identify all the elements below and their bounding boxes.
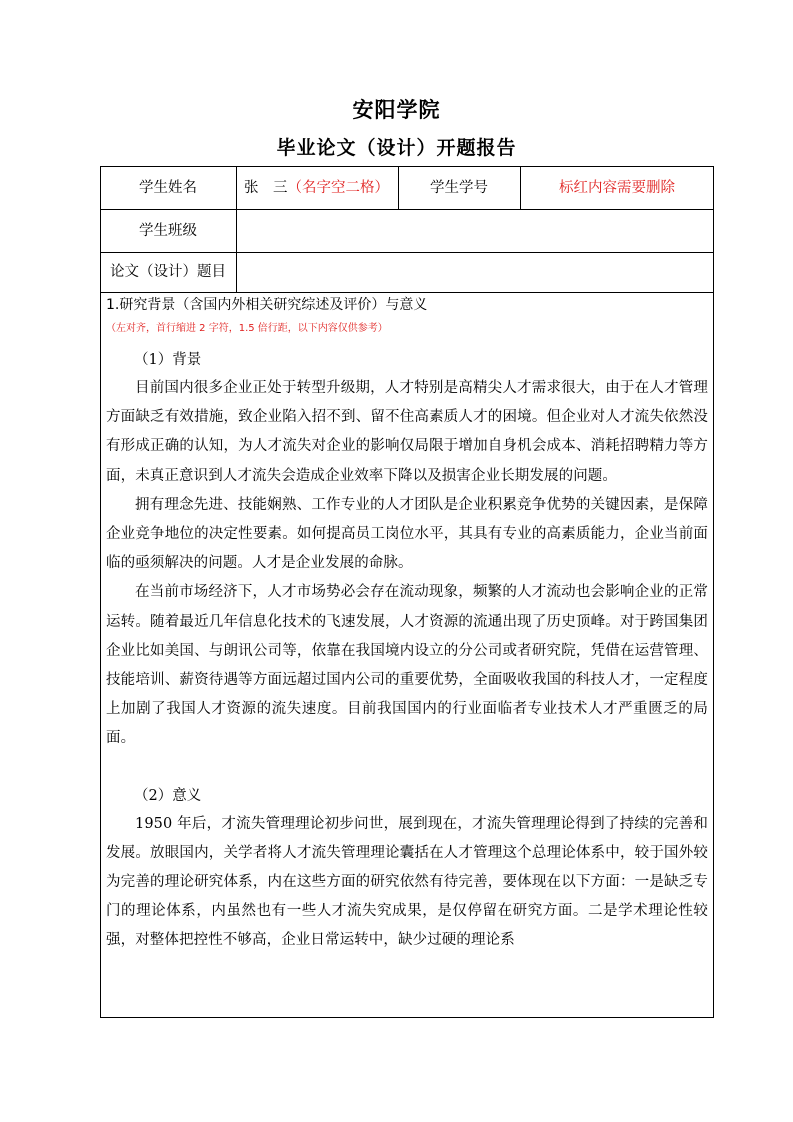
report-title: 毕业论文（设计）开题报告 bbox=[276, 137, 517, 159]
student-name-label: 学生姓名 bbox=[139, 180, 197, 196]
section-research-background bbox=[106, 294, 708, 956]
background-heading: （1）背景 bbox=[134, 352, 202, 368]
class-value[interactable] bbox=[244, 221, 704, 241]
student-id-value[interactable]: 标红内容需要删除 bbox=[559, 180, 675, 196]
background-paragraph: 目前国内很多企业正处于转型升级期，人才特别是高精尖人才需求很大，由于在人才管理方面缺乏有效措施，致企业陷入招不到、留不住高素质人才的困境。但企业对人才流失依然没有形成正确的认知，为人才流失对企业的影响仅局限于增加自身机会成本、消耗招聘精力等方面，未真正意识到人才流失会造成企业效率下降以及损害企业长期发展的问题。 bbox=[106, 380, 708, 484]
student-name-cell[interactable] bbox=[244, 178, 389, 198]
section-title-line bbox=[106, 294, 708, 340]
section-format-note: （左对齐，首行缩进 2 字符，1.5 倍行距，以下内容仅供参考） bbox=[106, 323, 388, 334]
student-name-value: 张 三 bbox=[244, 180, 288, 196]
student-name-note: （名字空二格） bbox=[287, 180, 389, 196]
background-paragraph: 拥有理念先进、技能娴熟、工作专业的人才团队是企业积累竞争优势的关键因素，是保障企业竞争地位的决定性要素。如何提高员工岗位水平，其具有专业的高素质能力，企业当前面临的亟须解决的问题。人才是企业发展的命脉。 bbox=[106, 496, 708, 572]
row-divider bbox=[100, 252, 714, 253]
class-label: 学生班级 bbox=[139, 223, 197, 239]
school-name: 安阳学院 bbox=[352, 98, 441, 122]
topic-value[interactable] bbox=[244, 262, 704, 282]
column-divider bbox=[236, 166, 237, 292]
student-id-label: 学生学号 bbox=[430, 180, 488, 196]
section-title: 1.研究背景（含国内外相关研究综述及评价）与意义 bbox=[106, 297, 428, 313]
background-paragraph: 在当前市场经济下，人才市场势必会存在流动现象，频繁的人才流动也会影响企业的正常运转。随着最近几年信息化技术的飞速发展，人才资源的流通出现了历史顶峰。对于跨国集团企业比如美国、与朗讯公司等，依靠在我国境内设立的分公司或者研究院，凭借在运营管理、技能培训、薪资待遇等方面远超过国内公司的重要优势，全面吸收我国的科技人才，一定程度上加剧了我国人才资源的流失速度。目前我国国内的行业面临者专业技术人才严重匮乏的局面。 bbox=[106, 584, 708, 747]
row-divider bbox=[100, 292, 714, 293]
significance-heading: （2）意义 bbox=[134, 787, 202, 804]
significance-paragraph: 1950 年后，才流失管理理论初步问世，展到现在，才流失管理理论得到了持续的完善和发展。放眼国内，关学者将人才流失管理理论囊括在人才管理这个总理论体系中，较于国外较为完善的理论研究体系，内在这些方面的研究依然有待完善，要体现在以下方面：一是缺乏专门的理论体系，内虽然也有一些人才流失究成果，是仅停留在研究方面。二是学术理论性较强，对整体把控性不够高，企业日常运转中，缺少过硬的理论系 bbox=[106, 815, 708, 949]
blank-line bbox=[106, 754, 708, 778]
row-divider bbox=[100, 209, 714, 210]
topic-label: 论文（设计）题目 bbox=[110, 264, 226, 280]
